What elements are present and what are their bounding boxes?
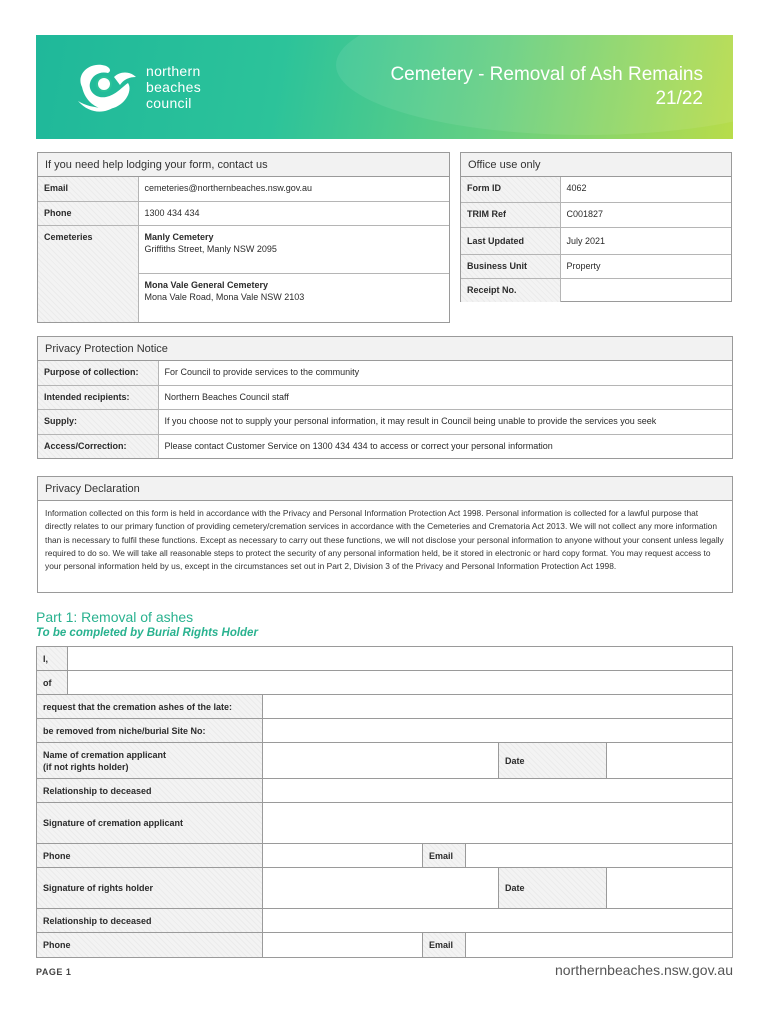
site-no-input[interactable] — [263, 719, 732, 742]
cemetery-item — [139, 226, 450, 274]
i-label: I, — [37, 647, 68, 670]
form-row-applicant — [37, 743, 732, 779]
help-email-label: Email — [38, 177, 138, 201]
holder-email-input[interactable] — [466, 933, 732, 957]
holder-name-input[interactable] — [68, 647, 732, 670]
privacy-value: If you choose not to supply your personal information, it may result in Council being unable to provide the services you seek — [158, 409, 732, 434]
privacy-value: Northern Beaches Council staff — [158, 385, 732, 409]
date-label: Date — [499, 743, 607, 778]
form-row-address — [37, 671, 732, 695]
form-row-deceased — [37, 695, 732, 719]
privacy-value: Please contact Customer Service on 1300 434 434 to access or correct your personal information — [164, 440, 553, 451]
office-label: TRIM Ref — [461, 202, 560, 227]
removal-form — [36, 646, 733, 958]
form-row-site — [37, 719, 732, 743]
help-row-phone — [38, 201, 449, 225]
help-email-value[interactable]: cemeteries@northernbeaches.nsw.gov.au — [138, 177, 449, 201]
privacy-declaration-box — [37, 476, 733, 593]
phone-label: Phone — [37, 844, 263, 867]
privacy-declaration-text: Information collected on this form is held in accordance with the Privacy and Personal Information Protection Act 1998. Personal information is collected for a lawful purpose that directly relates to our primary function of providing cemetery/cremation services in accordance with the Cemeteries and Crematoria Act 2013. We will not collect any more information than is necessary to fulfil these functions. Except as necessary to carry out these functions, we will not disclose your personal information to anyone without your consent unless legally required to do so. We will take all reasonable steps to protect the security of any personal information held, be it stored in electronic or hard copy format. You may request access to your personal information held by us, except in the circumstances set out in Part 2, Division 3 of the Privacy and Personal Information Protection Act 1998. — [45, 508, 724, 572]
header-banner — [36, 35, 733, 139]
council-wordmark — [146, 63, 201, 111]
email-label: Email — [423, 933, 466, 957]
footer-website-link[interactable]: northernbeaches.nsw.gov.au — [555, 962, 733, 978]
wordmark-line-3: council — [146, 95, 192, 111]
office-row — [461, 278, 731, 302]
applicant-label-line-2: (if not rights holder) — [43, 761, 129, 772]
office-use-box — [460, 152, 732, 302]
cemeteries-list — [138, 225, 449, 322]
holder-relationship-input[interactable] — [263, 909, 732, 932]
of-label: of — [37, 671, 68, 694]
form-row-applicant-signature — [37, 803, 732, 844]
wordmark-line-1: northern — [146, 63, 201, 79]
privacy-row — [38, 409, 732, 434]
privacy-row — [38, 385, 732, 409]
office-heading: Office use only — [461, 153, 731, 177]
privacy-label: Access/Correction: — [38, 434, 158, 458]
removed-label: be removed from niche/burial Site No: — [37, 719, 263, 742]
cemetery-name: Mona Vale General Cemetery — [144, 279, 269, 290]
office-table — [461, 177, 731, 302]
part1-subtitle: To be completed by Burial Rights Holder — [36, 627, 258, 639]
form-row-holder-contact — [37, 933, 732, 957]
relationship-label: Relationship to deceased — [37, 909, 263, 932]
email-label: Email — [423, 844, 466, 867]
form-row-holder-signature — [37, 868, 732, 909]
relationship-label: Relationship to deceased — [37, 779, 263, 802]
privacy-value: For Council to provide services to the community — [158, 361, 732, 385]
help-phone-value: 1300 434 434 — [138, 201, 449, 225]
office-value: July 2021 — [560, 227, 731, 254]
phone-label: Phone — [37, 933, 263, 957]
part1-title: Part 1: Removal of ashes — [36, 609, 194, 625]
help-phone-label: Phone — [38, 201, 138, 225]
deceased-name-input[interactable] — [263, 695, 732, 718]
office-label: Receipt No. — [461, 278, 560, 302]
office-value: 4062 — [560, 177, 731, 202]
privacy-label: Purpose of collection: — [38, 361, 158, 385]
receipt-no-field[interactable] — [560, 278, 731, 302]
cemetery-address: Griffiths Street, Manly NSW 2095 — [144, 243, 277, 254]
cemetery-address: Mona Vale Road, Mona Vale NSW 2103 — [144, 291, 305, 302]
help-row-cemeteries — [38, 225, 449, 322]
privacy-declaration-heading: Privacy Declaration — [38, 477, 732, 501]
office-row — [461, 177, 731, 202]
holder-phone-input[interactable] — [263, 933, 423, 957]
help-row-email — [38, 177, 449, 201]
form-row-holder-relationship — [37, 909, 732, 933]
help-heading: If you need help lodging your form, contact us — [38, 153, 449, 177]
cemetery-name: Manly Cemetery — [144, 231, 214, 242]
holder-signature-input[interactable] — [263, 868, 499, 908]
form-title — [390, 63, 703, 111]
form-row-applicant-contact — [37, 844, 732, 868]
sig-holder-label: Signature of rights holder — [37, 868, 263, 908]
request-label: request that the cremation ashes of the late: — [37, 695, 263, 718]
office-row — [461, 202, 731, 227]
privacy-label: Supply: — [38, 409, 158, 434]
office-value: Property — [560, 254, 731, 278]
applicant-signature-input[interactable] — [263, 803, 732, 843]
form-row-applicant-relationship — [37, 779, 732, 803]
office-value: C001827 — [560, 202, 731, 227]
holder-address-input[interactable] — [68, 671, 732, 694]
applicant-date-input[interactable] — [607, 743, 732, 778]
help-table — [38, 177, 449, 322]
applicant-phone-input[interactable] — [263, 844, 423, 867]
privacy-row — [38, 361, 732, 385]
form-row-name — [37, 647, 732, 671]
sig-applicant-label: Signature of cremation applicant — [37, 803, 263, 843]
office-row — [461, 254, 731, 278]
privacy-label: Intended recipients: — [38, 385, 158, 409]
office-label: Form ID — [461, 177, 560, 202]
office-row — [461, 227, 731, 254]
applicant-label — [37, 743, 263, 778]
applicant-relationship-input[interactable] — [263, 779, 732, 802]
form-title-line-2: 21/22 — [655, 88, 703, 109]
privacy-notice-box — [37, 336, 733, 459]
applicant-name-input[interactable] — [263, 743, 499, 778]
wordmark-line-2: beaches — [146, 79, 202, 95]
privacy-notice-table — [38, 361, 732, 458]
help-cemeteries-label: Cemeteries — [38, 225, 138, 322]
privacy-notice-heading: Privacy Protection Notice — [38, 337, 732, 361]
council-logo-icon — [70, 57, 140, 119]
holder-date-input[interactable] — [607, 868, 732, 908]
office-label: Last Updated — [461, 227, 560, 254]
privacy-row — [38, 434, 732, 458]
form-title-line-1: Cemetery - Removal of Ash Remains — [390, 64, 703, 85]
help-contact-box — [37, 152, 450, 323]
cemetery-item — [139, 274, 450, 308]
applicant-email-input[interactable] — [466, 844, 732, 867]
applicant-label-line-1: Name of cremation applicant — [43, 749, 167, 760]
office-label: Business Unit — [461, 254, 560, 278]
page-number: PAGE 1 — [36, 967, 72, 977]
date-label: Date — [499, 868, 607, 908]
